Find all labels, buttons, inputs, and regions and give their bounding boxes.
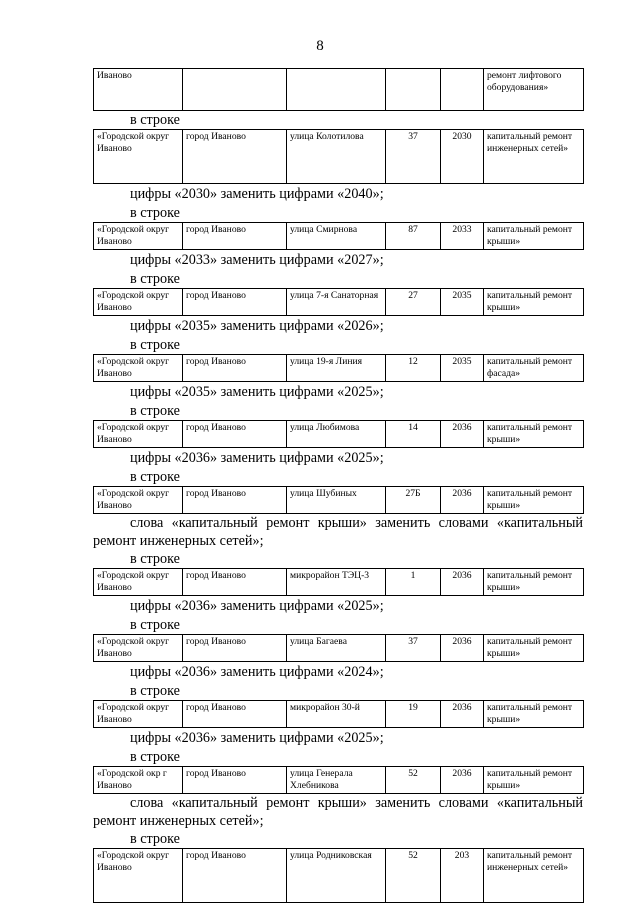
municipality-cell: «Городской округ Иваново — [94, 289, 183, 316]
municipality-cell: «Городской округ Иваново — [94, 849, 183, 903]
year-cell: 2036 — [441, 421, 484, 448]
table-row — [94, 223, 584, 250]
record-table — [93, 766, 584, 794]
row-reference-text: в строке — [130, 205, 180, 221]
row-reference-text: в строке — [130, 112, 180, 128]
row-reference-text: в строке — [130, 469, 180, 485]
table-row — [94, 421, 584, 448]
address-cell: микрорайон ТЭЦ-3 — [287, 569, 386, 596]
words-replacement-instruction: слова «капитальный ремонт крыши» заменить словами «капитальный ремонт инженерных сетей»; — [93, 795, 583, 829]
address-cell: улица 7-я Санаторная — [287, 289, 386, 316]
record-table — [93, 68, 584, 111]
table-row — [94, 569, 584, 596]
year-cell: 2035 — [441, 355, 484, 382]
municipality-cell: «Городской округ Иваново — [94, 635, 183, 662]
address-cell: улица Смирнова — [287, 223, 386, 250]
record-table — [93, 486, 584, 514]
replacement-instruction: цифры «2036» заменить цифрами «2025»; — [130, 730, 384, 746]
city-cell: город Иваново — [183, 289, 287, 316]
table-row — [94, 635, 584, 662]
row-reference-text: в строке — [130, 337, 180, 353]
replacement-instruction: цифры «2030» заменить цифрами «2040»; — [130, 186, 384, 202]
house-number-cell: 87 — [386, 223, 441, 250]
record-table — [93, 288, 584, 316]
record-table — [93, 568, 584, 596]
table-row — [94, 355, 584, 382]
row-reference-text: в строке — [130, 683, 180, 699]
replacement-instruction: цифры «2036» заменить цифрами «2025»; — [130, 598, 384, 614]
table-row — [94, 130, 584, 184]
house-number-cell: 14 — [386, 421, 441, 448]
record-table — [93, 129, 584, 184]
record-table — [93, 848, 584, 903]
work-type-cell: капитальный ремонт крыши» — [484, 289, 584, 316]
year-cell: 2036 — [441, 767, 484, 794]
house-number-cell: 27 — [386, 289, 441, 316]
municipality-cell: «Городской округ Иваново — [94, 487, 183, 514]
work-type-cell: капитальный ремонт крыши» — [484, 223, 584, 250]
address-cell: микрорайон 30-й — [287, 701, 386, 728]
house-number-cell: 52 — [386, 849, 441, 903]
work-type-cell: капитальный ремонт крыши» — [484, 487, 584, 514]
year-cell: 2036 — [441, 701, 484, 728]
city-cell: город Иваново — [183, 487, 287, 514]
table-row — [94, 767, 584, 794]
city-cell: город Иваново — [183, 701, 287, 728]
work-type-cell: ремонт лифтового оборудования» — [484, 69, 584, 111]
table-row — [94, 849, 584, 903]
municipality-cell: «Городской окр г Иваново — [94, 767, 183, 794]
municipality-cell: «Городской округ Иваново — [94, 223, 183, 250]
document-body — [93, 68, 583, 903]
work-type-cell: капитальный ремонт крыши» — [484, 635, 584, 662]
municipality-cell: «Городской округ Иваново — [94, 355, 183, 382]
table-row — [94, 69, 584, 111]
replacement-instruction: цифры «2035» заменить цифрами «2025»; — [130, 384, 384, 400]
house-number-cell — [386, 69, 441, 111]
municipality-cell: «Городской округ Иваново — [94, 569, 183, 596]
replacement-instruction: цифры «2035» заменить цифрами «2026»; — [130, 318, 384, 334]
year-cell: 2036 — [441, 635, 484, 662]
house-number-cell: 37 — [386, 635, 441, 662]
record-table — [93, 634, 584, 662]
address-cell: улица Колотилова — [287, 130, 386, 184]
city-cell: город Иваново — [183, 355, 287, 382]
municipality-cell: «Городской округ Иваново — [94, 421, 183, 448]
replacement-instruction: цифры «2036» заменить цифрами «2025»; — [130, 450, 384, 466]
record-table — [93, 700, 584, 728]
house-number-cell: 19 — [386, 701, 441, 728]
table-row — [94, 289, 584, 316]
record-table — [93, 354, 584, 382]
address-cell: улица Генерала Хлебникова — [287, 767, 386, 794]
house-number-cell: 37 — [386, 130, 441, 184]
row-reference-text: в строке — [130, 749, 180, 765]
year-cell — [441, 69, 484, 111]
address-cell: улица Родниковская — [287, 849, 386, 903]
work-type-cell: капитальный ремонт крыши» — [484, 421, 584, 448]
city-cell: город Иваново — [183, 130, 287, 184]
city-cell: город Иваново — [183, 569, 287, 596]
row-reference-text: в строке — [130, 617, 180, 633]
house-number-cell: 12 — [386, 355, 441, 382]
row-reference-text: в строке — [130, 831, 180, 847]
work-type-cell: капитальный ремонт крыши» — [484, 701, 584, 728]
address-cell: улица Шубиных — [287, 487, 386, 514]
year-cell: 2035 — [441, 289, 484, 316]
house-number-cell: 52 — [386, 767, 441, 794]
house-number-cell: 1 — [386, 569, 441, 596]
city-cell: город Иваново — [183, 421, 287, 448]
work-type-cell: капитальный ремонт крыши» — [484, 569, 584, 596]
row-reference-text: в строке — [130, 551, 180, 567]
year-cell: 2036 — [441, 487, 484, 514]
municipality-cell: «Городской округ Иваново — [94, 701, 183, 728]
work-type-cell: капитальный ремонт фасада» — [484, 355, 584, 382]
address-cell: улица 19-я Линия — [287, 355, 386, 382]
year-cell: 2033 — [441, 223, 484, 250]
record-table — [93, 222, 584, 250]
municipality-cell: Иваново — [94, 69, 183, 111]
city-cell: город Иваново — [183, 635, 287, 662]
city-cell: город Иваново — [183, 767, 287, 794]
table-row — [94, 701, 584, 728]
address-cell — [287, 69, 386, 111]
city-cell — [183, 69, 287, 111]
work-type-cell: капитальный ремонт инженерных сетей» — [484, 130, 584, 184]
row-reference-text: в строке — [130, 271, 180, 287]
year-cell: 2036 — [441, 569, 484, 596]
work-type-cell: капитальный ремонт крыши» — [484, 767, 584, 794]
address-cell: улица Багаева — [287, 635, 386, 662]
table-row — [94, 487, 584, 514]
replacement-instruction: цифры «2036» заменить цифрами «2024»; — [130, 664, 384, 680]
city-cell: город Иваново — [183, 223, 287, 250]
row-reference-text: в строке — [130, 403, 180, 419]
record-table — [93, 420, 584, 448]
replacement-instruction: цифры «2033» заменить цифрами «2027»; — [130, 252, 384, 268]
page-number: 8 — [316, 38, 324, 54]
city-cell: город Иваново — [183, 849, 287, 903]
address-cell: улица Любимова — [287, 421, 386, 448]
year-cell: 203 — [441, 849, 484, 903]
municipality-cell: «Городской округ Иваново — [94, 130, 183, 184]
words-replacement-instruction: слова «капитальный ремонт крыши» заменить словами «капитальный ремонт инженерных сетей»; — [93, 515, 583, 549]
house-number-cell: 27Б — [386, 487, 441, 514]
year-cell: 2030 — [441, 130, 484, 184]
work-type-cell: капитальный ремонт инженерных сетей» — [484, 849, 584, 903]
